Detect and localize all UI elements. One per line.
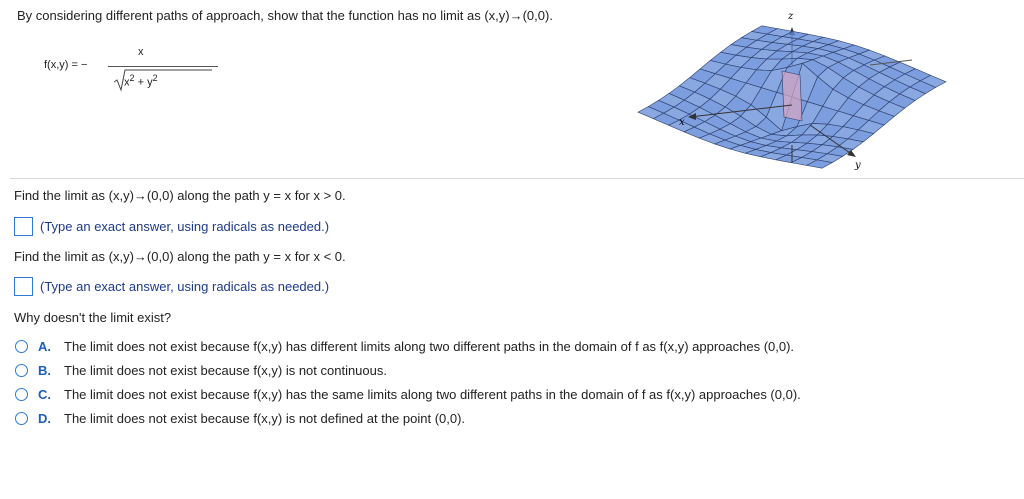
part3-question: Why doesn't the limit exist? xyxy=(14,310,172,325)
fraction-bar xyxy=(108,66,218,67)
part1-question: Find the limit as (x,y)→(0,0) along the path y = x for x > 0. xyxy=(14,188,346,203)
part2-hint: (Type an exact answer, using radicals as needed.) xyxy=(40,279,330,294)
radio-d[interactable] xyxy=(15,412,28,425)
part2-question: Find the limit as (x,y)→(0,0) along the path y = x for x < 0. xyxy=(14,249,346,264)
function-numerator: x xyxy=(138,46,144,58)
section-divider xyxy=(10,178,1024,179)
function-definition xyxy=(44,42,194,92)
answer-input-1[interactable] xyxy=(14,217,33,236)
surface-plot xyxy=(680,5,920,173)
surface-discontinuity xyxy=(782,71,802,121)
function-lhs: f(x,y) = − xyxy=(44,59,88,71)
function-denominator: $x^2 + y^2$ xyxy=(124,73,158,89)
answer-input-2[interactable] xyxy=(14,277,33,296)
part1-hint: (Type an exact answer, using radicals as needed.) xyxy=(40,219,330,234)
radio-a[interactable] xyxy=(15,340,28,353)
radio-b[interactable] xyxy=(15,364,28,377)
problem-prompt: By considering different paths of approach, show that the function has no limit as (x,y)→(0,0). xyxy=(17,8,553,23)
axis-label-z: z xyxy=(788,11,794,22)
axis-label-x: x xyxy=(679,117,685,128)
radio-c[interactable] xyxy=(15,388,28,401)
axis-label-y: y xyxy=(855,160,861,171)
